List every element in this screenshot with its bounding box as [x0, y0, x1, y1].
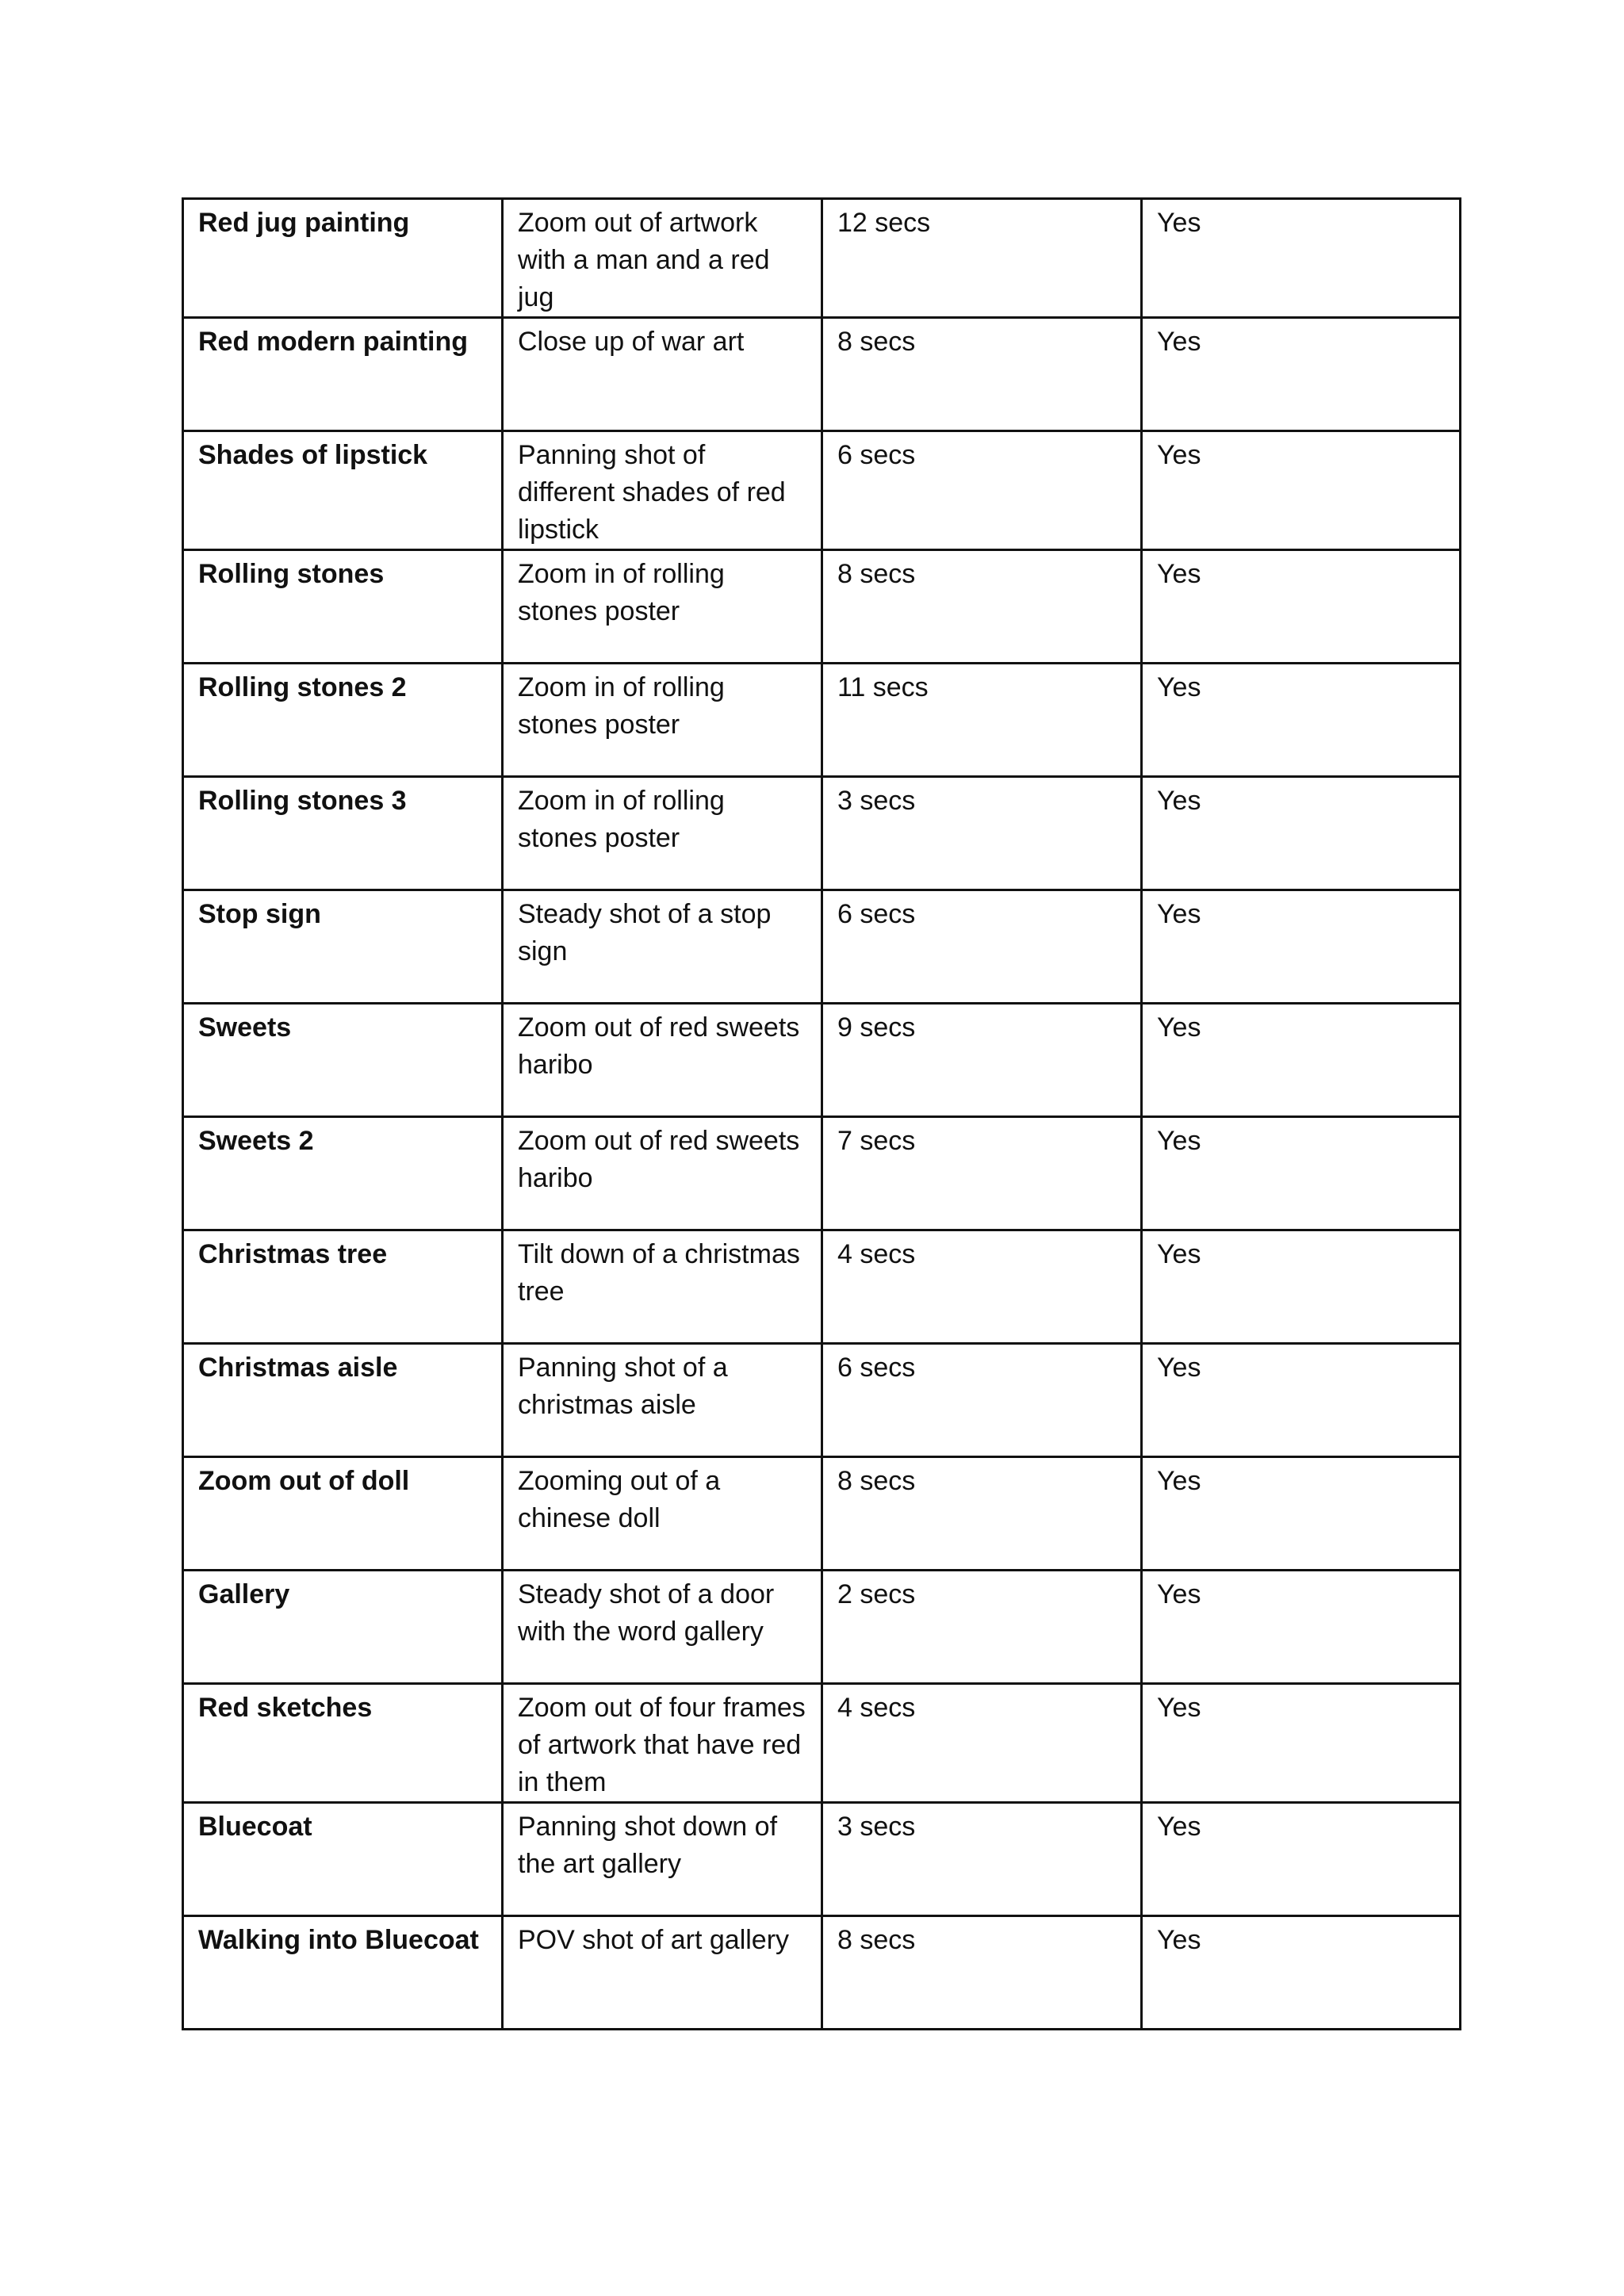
shot-duration-cell: 8 secs [822, 1457, 1142, 1571]
shot-name-cell: Christmas aisle [183, 1344, 503, 1457]
table-row [183, 1803, 1461, 1916]
shot-duration-cell: 6 secs [822, 1344, 1142, 1457]
table-row [183, 1457, 1461, 1571]
shot-name-cell: Red sketches [183, 1684, 503, 1803]
shot-name-cell: Rolling stones 2 [183, 664, 503, 777]
table-row [183, 550, 1461, 664]
shot-name-cell: Shades of lipstick [183, 431, 503, 550]
shot-used-cell: Yes [1142, 1230, 1461, 1344]
shot-duration-cell: 8 secs [822, 550, 1142, 664]
table-row [183, 664, 1461, 777]
shot-name-cell: Zoom out of doll [183, 1457, 503, 1571]
table-row [183, 1344, 1461, 1457]
shot-used-cell: Yes [1142, 1571, 1461, 1684]
shot-used-cell: Yes [1142, 1117, 1461, 1230]
shot-used-cell: Yes [1142, 318, 1461, 431]
shot-description-cell: Zoom in of rolling stones poster [503, 664, 822, 777]
table-row [183, 199, 1461, 318]
shot-name-cell: Christmas tree [183, 1230, 503, 1344]
shot-duration-cell: 11 secs [822, 664, 1142, 777]
shot-name-cell: Rolling stones [183, 550, 503, 664]
shot-used-cell: Yes [1142, 1457, 1461, 1571]
shot-name-cell: Sweets 2 [183, 1117, 503, 1230]
table-row [183, 1117, 1461, 1230]
shot-duration-cell: 3 secs [822, 777, 1142, 890]
shot-used-cell: Yes [1142, 1916, 1461, 2030]
shot-description-cell: Steady shot of a door with the word gallery [503, 1571, 822, 1684]
table-row [183, 1684, 1461, 1803]
shot-description-cell: Panning shot of a christmas aisle [503, 1344, 822, 1457]
table-row [183, 890, 1461, 1004]
shot-name-cell: Gallery [183, 1571, 503, 1684]
shot-description-cell: Zoom out of red sweets haribo [503, 1004, 822, 1117]
shot-description-cell: Zooming out of a chinese doll [503, 1457, 822, 1571]
shot-description-cell: Zoom in of rolling stones poster [503, 550, 822, 664]
shot-used-cell: Yes [1142, 199, 1461, 318]
shot-name-cell: Walking into Bluecoat [183, 1916, 503, 2030]
shot-used-cell: Yes [1142, 1004, 1461, 1117]
shot-used-cell: Yes [1142, 777, 1461, 890]
shot-duration-cell: 8 secs [822, 1916, 1142, 2030]
shot-name-cell: Red modern painting [183, 318, 503, 431]
shot-name-cell: Rolling stones 3 [183, 777, 503, 890]
shot-description-cell: Zoom out of four frames of artwork that have red in them [503, 1684, 822, 1803]
shot-description-cell: Panning shot of different shades of red lipstick [503, 431, 822, 550]
shot-name-cell: Sweets [183, 1004, 503, 1117]
shot-duration-cell: 12 secs [822, 199, 1142, 318]
shot-duration-cell: 6 secs [822, 431, 1142, 550]
shot-description-cell: Zoom out of artwork with a man and a red jug [503, 199, 822, 318]
shot-duration-cell: 7 secs [822, 1117, 1142, 1230]
shot-used-cell: Yes [1142, 550, 1461, 664]
table-row [183, 318, 1461, 431]
shot-list-table [182, 197, 1461, 2030]
shot-used-cell: Yes [1142, 1344, 1461, 1457]
shot-duration-cell: 6 secs [822, 890, 1142, 1004]
shot-used-cell: Yes [1142, 1684, 1461, 1803]
shot-used-cell: Yes [1142, 1803, 1461, 1916]
shot-duration-cell: 9 secs [822, 1004, 1142, 1117]
shot-name-cell: Stop sign [183, 890, 503, 1004]
shot-duration-cell: 4 secs [822, 1684, 1142, 1803]
shot-description-cell: Panning shot down of the art gallery [503, 1803, 822, 1916]
table-row [183, 1230, 1461, 1344]
table-row [183, 777, 1461, 890]
table-row [183, 1004, 1461, 1117]
table-row [183, 431, 1461, 550]
table-row [183, 1571, 1461, 1684]
shot-duration-cell: 2 secs [822, 1571, 1142, 1684]
shot-name-cell: Red jug painting [183, 199, 503, 318]
shot-used-cell: Yes [1142, 431, 1461, 550]
shot-duration-cell: 8 secs [822, 318, 1142, 431]
shot-used-cell: Yes [1142, 890, 1461, 1004]
shot-description-cell: Zoom in of rolling stones poster [503, 777, 822, 890]
shot-duration-cell: 3 secs [822, 1803, 1142, 1916]
table-row [183, 1916, 1461, 2030]
shot-used-cell: Yes [1142, 664, 1461, 777]
shot-description-cell: Steady shot of a stop sign [503, 890, 822, 1004]
shot-description-cell: Close up of war art [503, 318, 822, 431]
table-body [183, 199, 1461, 2030]
shot-name-cell: Bluecoat [183, 1803, 503, 1916]
shot-description-cell: Tilt down of a christmas tree [503, 1230, 822, 1344]
shot-description-cell: POV shot of art gallery [503, 1916, 822, 2030]
shot-duration-cell: 4 secs [822, 1230, 1142, 1344]
shot-description-cell: Zoom out of red sweets haribo [503, 1117, 822, 1230]
